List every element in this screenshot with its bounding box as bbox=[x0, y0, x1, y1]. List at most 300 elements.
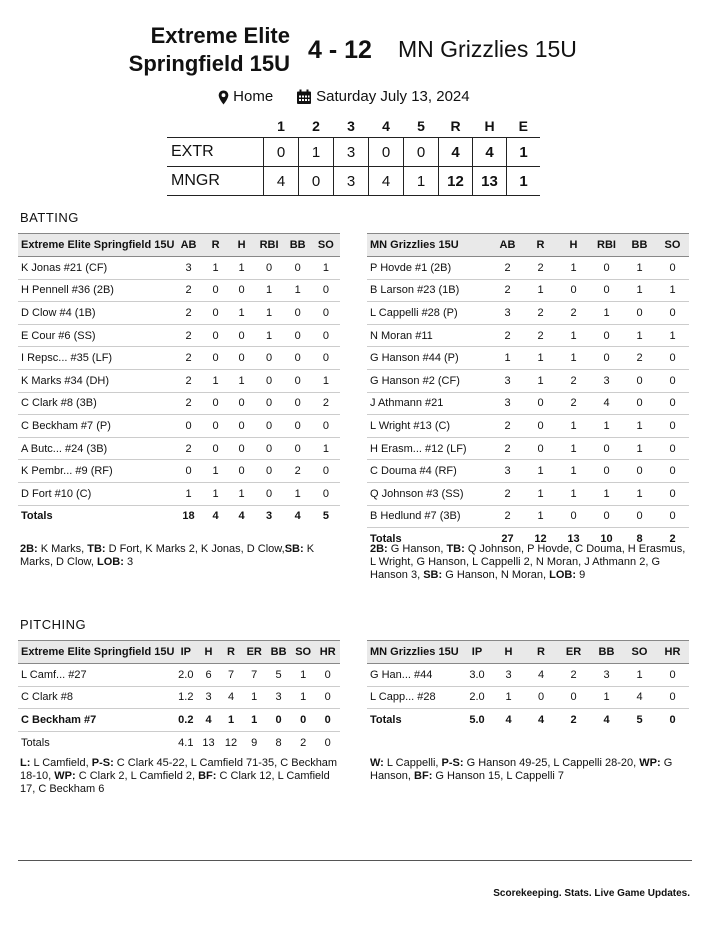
stat-cell: 1 bbox=[255, 324, 284, 347]
stat-cell: 0 bbox=[203, 347, 229, 370]
away-pitching-header bbox=[367, 641, 689, 664]
stat-cell: 1 bbox=[229, 257, 255, 280]
player-name: C Beckham #7 bbox=[18, 709, 174, 732]
inning-3-header: 3 bbox=[347, 118, 355, 134]
stat-cell: 1 bbox=[590, 686, 623, 709]
stat-cell: 1 bbox=[312, 257, 340, 280]
stat-cell: 2 bbox=[174, 392, 202, 415]
calendar-icon bbox=[296, 89, 312, 105]
batting-section-title: BATTING bbox=[20, 210, 79, 225]
player-name: C Clark #8 (3B) bbox=[18, 392, 174, 415]
stat-cell: 8 bbox=[636, 532, 643, 545]
stat-cell: 0 bbox=[229, 279, 255, 302]
stat-cell: 0 bbox=[284, 415, 312, 438]
stat-cell: 1 bbox=[220, 709, 242, 732]
home-batting-team: Extreme Elite Springfield 15U bbox=[18, 234, 174, 257]
table-row bbox=[367, 505, 689, 528]
stat-cell: 3 bbox=[590, 664, 623, 687]
stat-cell: 2 bbox=[570, 713, 577, 726]
home-pitching-notes bbox=[20, 757, 340, 796]
stat-cell: 1 bbox=[524, 482, 557, 505]
footer-divider bbox=[18, 860, 692, 861]
col-header: BB bbox=[284, 234, 312, 257]
pitching-section-title: PITCHING bbox=[20, 617, 87, 632]
table-row bbox=[367, 482, 689, 505]
stat-cell: 0 bbox=[229, 437, 255, 460]
stat-cell: 1 bbox=[656, 324, 689, 347]
stat-cell: 1 bbox=[524, 505, 557, 528]
col-header: H bbox=[229, 234, 255, 257]
player-name: Totals bbox=[370, 713, 402, 726]
home-team-line1: Extreme Elite bbox=[150, 23, 290, 48]
player-name: Totals bbox=[21, 510, 53, 523]
player-name: B Hedlund #7 (3B) bbox=[367, 505, 491, 528]
linescore-cell: 0 bbox=[299, 167, 334, 196]
stat-cell: 0 bbox=[284, 369, 312, 392]
away-pitching-body bbox=[367, 664, 689, 731]
stat-cell: 0 bbox=[312, 302, 340, 325]
stat-cell: 0 bbox=[590, 505, 623, 528]
player-name: D Fort #10 (C) bbox=[18, 482, 174, 505]
linescore-header bbox=[167, 115, 540, 138]
stat-cell: 1 bbox=[229, 369, 255, 392]
note-value: 9 bbox=[576, 569, 586, 581]
table-row bbox=[367, 460, 689, 483]
player-name: B Larson #23 (1B) bbox=[367, 279, 491, 302]
note-value: K Marks, bbox=[37, 543, 88, 555]
home-pitching-team: Extreme Elite Springfield 15U bbox=[18, 641, 174, 664]
stat-cell: 13 bbox=[567, 532, 580, 545]
stat-cell: 4 bbox=[505, 713, 512, 726]
player-name: N Moran #11 bbox=[367, 324, 491, 347]
stat-cell: 0 bbox=[312, 279, 340, 302]
col-header: BB bbox=[590, 641, 623, 664]
stat-cell: 9 bbox=[251, 736, 258, 749]
stat-cell: 1 bbox=[203, 460, 229, 483]
stat-cell: 1 bbox=[557, 415, 590, 438]
stat-cell: 2 bbox=[174, 324, 202, 347]
stat-cell: 2 bbox=[312, 392, 340, 415]
table-row bbox=[367, 279, 689, 302]
stat-cell: 1 bbox=[623, 324, 656, 347]
stat-cell: 1 bbox=[255, 279, 284, 302]
player-name: L Camf... #27 bbox=[18, 664, 174, 687]
note-value: G Hanson, N Moran, bbox=[442, 569, 550, 581]
stat-cell: 0 bbox=[255, 482, 284, 505]
stat-cell: 1 bbox=[524, 347, 557, 370]
stat-cell: 4 bbox=[603, 713, 610, 726]
stat-cell: 2 bbox=[557, 392, 590, 415]
player-name: C Douma #4 (RF) bbox=[367, 460, 491, 483]
stat-cell: 3 bbox=[174, 257, 202, 280]
stat-cell: 1 bbox=[284, 482, 312, 505]
stat-cell: 2 bbox=[557, 664, 590, 687]
stat-cell: 0 bbox=[656, 369, 689, 392]
stat-cell: 1 bbox=[557, 460, 590, 483]
stat-cell: 2 bbox=[491, 505, 524, 528]
stat-cell: 2 bbox=[623, 347, 656, 370]
note-key: TB: bbox=[446, 543, 465, 555]
player-name: L Cappelli #28 (P) bbox=[367, 302, 491, 325]
home-batting-body bbox=[18, 257, 340, 528]
stat-cell: 0 bbox=[656, 664, 689, 687]
table-row bbox=[18, 709, 340, 732]
stat-cell: 2 bbox=[284, 460, 312, 483]
linescore-hits: 13 bbox=[473, 167, 507, 196]
linescore-cell: 0 bbox=[369, 138, 404, 167]
stat-cell: 0.2 bbox=[174, 709, 197, 732]
stat-cell: 2 bbox=[491, 437, 524, 460]
stat-cell: 0 bbox=[656, 482, 689, 505]
stat-cell: 0 bbox=[557, 686, 590, 709]
home-batting-header bbox=[18, 234, 340, 257]
stat-cell: 0 bbox=[255, 415, 284, 438]
stat-cell: 0 bbox=[590, 324, 623, 347]
player-name: Totals bbox=[370, 532, 402, 545]
player-name: Totals bbox=[21, 736, 50, 749]
stat-cell: 0 bbox=[656, 257, 689, 280]
stat-cell: 1 bbox=[623, 437, 656, 460]
col-header: R bbox=[524, 234, 557, 257]
player-name: D Clow #4 (1B) bbox=[18, 302, 174, 325]
stat-cell: 3 bbox=[265, 510, 273, 523]
table-row bbox=[18, 347, 340, 370]
stat-cell: 2 bbox=[174, 369, 202, 392]
stat-cell: 0 bbox=[656, 437, 689, 460]
stat-cell: 4 bbox=[525, 664, 557, 687]
linescore-errors: 1 bbox=[507, 167, 541, 196]
table-row bbox=[367, 302, 689, 325]
note-key: W: bbox=[370, 757, 384, 769]
stat-cell: 1 bbox=[255, 302, 284, 325]
note-value: 3 bbox=[123, 556, 134, 568]
stat-cell: 1 bbox=[557, 324, 590, 347]
stat-cell: 7 bbox=[220, 664, 242, 687]
stat-cell: 0 bbox=[255, 460, 284, 483]
stat-cell: 4 bbox=[294, 510, 301, 523]
table-row bbox=[18, 686, 340, 709]
stat-cell: 0 bbox=[656, 686, 689, 709]
totals-row bbox=[367, 709, 689, 731]
away-batting-team: MN Grizzlies 15U bbox=[367, 234, 491, 257]
stat-cell: 1 bbox=[312, 437, 340, 460]
stat-cell: 0 bbox=[524, 392, 557, 415]
table-row bbox=[18, 257, 340, 280]
date-text: Saturday July 13, 2024 bbox=[316, 88, 470, 105]
stat-cell: 2 bbox=[174, 437, 202, 460]
stat-cell: 0 bbox=[557, 505, 590, 528]
inning-1-header: 1 bbox=[277, 118, 285, 134]
player-name: C Clark #8 bbox=[18, 686, 174, 709]
stat-cell: 0 bbox=[203, 392, 229, 415]
stat-cell: 0 bbox=[284, 392, 312, 415]
stat-cell: 1 bbox=[229, 482, 255, 505]
game-date bbox=[296, 88, 470, 105]
col-header: RBI bbox=[590, 234, 623, 257]
stat-cell: 3 bbox=[491, 392, 524, 415]
table-row bbox=[18, 302, 340, 325]
stat-cell: 12 bbox=[534, 532, 547, 545]
away-batting-notes bbox=[370, 543, 690, 582]
stat-cell: 0 bbox=[203, 302, 229, 325]
stat-cell: 0 bbox=[266, 709, 291, 732]
stat-cell: 0 bbox=[656, 302, 689, 325]
stat-cell: 12 bbox=[224, 736, 238, 749]
stat-cell: 1 bbox=[656, 279, 689, 302]
player-name: I Repsc... #35 (LF) bbox=[18, 347, 174, 370]
stat-cell: 1 bbox=[590, 482, 623, 505]
stat-cell: 1 bbox=[590, 302, 623, 325]
table-row bbox=[367, 257, 689, 280]
note-key: TB: bbox=[87, 543, 106, 555]
stat-cell: 1 bbox=[491, 347, 524, 370]
footer-tagline: Scorekeeping. Stats. Live Game Updates. bbox=[493, 888, 690, 899]
player-name: H Erasm... #12 (LF) bbox=[367, 437, 491, 460]
home-pitching-header bbox=[18, 641, 340, 664]
stat-cell: 3 bbox=[491, 302, 524, 325]
stat-cell: 2 bbox=[557, 302, 590, 325]
col-header: SO bbox=[291, 641, 316, 664]
stat-cell: 2.0 bbox=[174, 664, 197, 687]
player-name: K Jonas #21 (CF) bbox=[18, 257, 174, 280]
note-key: BF: bbox=[198, 770, 217, 782]
location-text: Home bbox=[233, 88, 274, 105]
stat-cell: 1 bbox=[623, 482, 656, 505]
stat-cell: 4 bbox=[220, 686, 242, 709]
stat-cell: 1 bbox=[557, 437, 590, 460]
stat-cell: 0 bbox=[255, 369, 284, 392]
linescore-row bbox=[167, 138, 540, 167]
stat-cell: 1 bbox=[623, 664, 656, 687]
stat-cell: 1 bbox=[524, 460, 557, 483]
stat-cell: 1 bbox=[623, 257, 656, 280]
stat-cell: 1 bbox=[203, 257, 229, 280]
note-value: C Clark 12, L Camfield 17, C Beckham 6 bbox=[20, 770, 330, 795]
stat-cell: 3 bbox=[491, 460, 524, 483]
stat-cell: 5.0 bbox=[469, 713, 485, 726]
player-name: J Athmann #21 bbox=[367, 392, 491, 415]
stat-cell: 5 bbox=[322, 510, 329, 523]
stat-cell: 0 bbox=[315, 709, 340, 732]
stat-cell: 0 bbox=[312, 460, 340, 483]
away-pitching-table bbox=[367, 640, 689, 731]
runs-header: R bbox=[450, 118, 461, 134]
stat-cell: 2 bbox=[524, 324, 557, 347]
linescore-cell: 1 bbox=[299, 138, 334, 167]
stat-cell: 0 bbox=[623, 369, 656, 392]
player-name: G Hanson #2 (CF) bbox=[367, 369, 491, 392]
away-batting-body bbox=[367, 257, 689, 550]
errors-header: E bbox=[518, 118, 528, 134]
stat-cell: 0 bbox=[324, 736, 331, 749]
table-row bbox=[367, 369, 689, 392]
linescore-corner bbox=[167, 115, 264, 138]
linescore-cell: 0 bbox=[404, 138, 439, 167]
note-value: G Hanson, bbox=[387, 543, 447, 555]
stat-cell: 2 bbox=[491, 415, 524, 438]
away-pitching-team: MN Grizzlies 15U bbox=[367, 641, 462, 664]
player-name: H Pennell #36 (2B) bbox=[18, 279, 174, 302]
note-key: LOB: bbox=[549, 569, 577, 581]
stat-cell: 1 bbox=[242, 686, 266, 709]
stat-cell: 0 bbox=[229, 460, 255, 483]
map-pin-icon bbox=[218, 90, 229, 105]
linescore-runs: 4 bbox=[439, 138, 473, 167]
stat-cell: 10 bbox=[600, 532, 613, 545]
note-value: L Camfield, bbox=[30, 757, 92, 769]
col-header: AB bbox=[174, 234, 202, 257]
player-name: P Hovde #1 (2B) bbox=[367, 257, 491, 280]
player-name: L Capp... #28 bbox=[367, 686, 462, 709]
stat-cell: 4 bbox=[623, 686, 656, 709]
stat-cell: 0 bbox=[656, 505, 689, 528]
col-header: SO bbox=[656, 234, 689, 257]
stat-cell: 0 bbox=[590, 257, 623, 280]
note-key: L: bbox=[20, 757, 31, 769]
table-row bbox=[18, 369, 340, 392]
col-header: R bbox=[203, 234, 229, 257]
stat-cell: 7 bbox=[242, 664, 266, 687]
note-key: WP: bbox=[639, 757, 661, 769]
player-name: G Han... #44 bbox=[367, 664, 462, 687]
table-row bbox=[18, 437, 340, 460]
note-value: G Hanson 49-25, L Cappelli 28-20, bbox=[463, 757, 640, 769]
stat-cell: 2 bbox=[524, 257, 557, 280]
col-header: R bbox=[220, 641, 242, 664]
note-key: P-S: bbox=[91, 757, 114, 769]
home-pitching-body bbox=[18, 664, 340, 754]
stat-cell: 0 bbox=[203, 415, 229, 438]
table-row bbox=[18, 392, 340, 415]
note-key: LOB: bbox=[97, 556, 124, 568]
linescore-team: EXTR bbox=[167, 138, 264, 167]
home-batting-table bbox=[18, 233, 340, 527]
table-row bbox=[18, 460, 340, 483]
stat-cell: 27 bbox=[501, 532, 514, 545]
col-header: H bbox=[557, 234, 590, 257]
table-row bbox=[18, 279, 340, 302]
stat-cell: 0 bbox=[312, 324, 340, 347]
linescore-hits: 4 bbox=[473, 138, 507, 167]
stat-cell: 0 bbox=[203, 437, 229, 460]
stat-cell: 18 bbox=[182, 510, 195, 523]
stat-cell: 0 bbox=[656, 392, 689, 415]
stat-cell: 0 bbox=[656, 347, 689, 370]
stat-cell: 1 bbox=[203, 482, 229, 505]
col-header: SO bbox=[312, 234, 340, 257]
linescore-cell: 3 bbox=[334, 167, 369, 196]
stat-cell: 4 bbox=[197, 709, 220, 732]
linescore-team: MNGR bbox=[167, 167, 264, 196]
stat-cell: 0 bbox=[524, 437, 557, 460]
stat-cell: 3 bbox=[590, 369, 623, 392]
player-name: C Beckham #7 (P) bbox=[18, 415, 174, 438]
note-value: Q Johnson, P Hovde, C Douma, H Erasmus, L Wright, G Hanson, L Cappelli 2, N Moran, J Athmann 2, G Hanson 3, bbox=[370, 543, 686, 581]
stat-cell: 5 bbox=[636, 713, 643, 726]
stat-cell: 1.2 bbox=[174, 686, 197, 709]
stat-cell: 4.1 bbox=[178, 736, 194, 749]
stat-cell: 0 bbox=[557, 279, 590, 302]
note-value: K Marks, D Clow, bbox=[20, 543, 315, 568]
stat-cell: 0 bbox=[656, 460, 689, 483]
stat-cell: 1 bbox=[557, 347, 590, 370]
home-batting-notes bbox=[20, 543, 340, 569]
stat-cell: 0 bbox=[525, 686, 557, 709]
col-header: IP bbox=[174, 641, 197, 664]
stat-cell: 2 bbox=[300, 736, 307, 749]
player-name: E Cour #6 (SS) bbox=[18, 324, 174, 347]
stat-cell: 0 bbox=[284, 302, 312, 325]
inning-4-header: 4 bbox=[382, 118, 390, 134]
home-team-line2: Springfield 15U bbox=[128, 51, 290, 76]
stat-cell: 1 bbox=[229, 302, 255, 325]
stat-cell: 2 bbox=[491, 279, 524, 302]
col-header: IP bbox=[462, 641, 492, 664]
stat-cell: 0 bbox=[229, 347, 255, 370]
inning-5-header: 5 bbox=[417, 118, 425, 134]
table-row bbox=[18, 415, 340, 438]
player-name: K Marks #34 (DH) bbox=[18, 369, 174, 392]
away-batting-header bbox=[367, 234, 689, 257]
stat-cell: 1 bbox=[557, 482, 590, 505]
stat-cell: 0 bbox=[669, 713, 676, 726]
stat-cell: 0 bbox=[623, 392, 656, 415]
stat-cell: 0 bbox=[312, 347, 340, 370]
linescore-row bbox=[167, 167, 540, 196]
player-name: L Wright #13 (C) bbox=[367, 415, 491, 438]
stat-cell: 0 bbox=[284, 347, 312, 370]
col-header: AB bbox=[491, 234, 524, 257]
stat-cell: 13 bbox=[202, 736, 215, 749]
stat-cell: 0 bbox=[623, 302, 656, 325]
stat-cell: 3 bbox=[491, 369, 524, 392]
note-value: G Hanson, bbox=[370, 757, 673, 782]
stat-cell: 1 bbox=[524, 279, 557, 302]
table-row bbox=[18, 324, 340, 347]
inning-2-header: 2 bbox=[312, 118, 320, 134]
stat-cell: 1 bbox=[492, 686, 525, 709]
stat-cell: 1 bbox=[623, 415, 656, 438]
table-row bbox=[367, 686, 689, 709]
stat-cell: 0 bbox=[255, 257, 284, 280]
stat-cell: 0 bbox=[656, 415, 689, 438]
stat-cell: 2.0 bbox=[462, 686, 492, 709]
linescore-cell: 4 bbox=[369, 167, 404, 196]
stat-cell: 1 bbox=[174, 482, 202, 505]
linescore-table bbox=[167, 115, 540, 196]
stat-cell: 5 bbox=[266, 664, 291, 687]
col-header: BB bbox=[623, 234, 656, 257]
stat-cell: 0 bbox=[255, 437, 284, 460]
totals-row bbox=[18, 731, 340, 753]
table-row bbox=[367, 324, 689, 347]
player-name: G Hanson #44 (P) bbox=[367, 347, 491, 370]
stat-cell: 2 bbox=[491, 257, 524, 280]
col-header: HR bbox=[656, 641, 689, 664]
note-key: SB: bbox=[423, 569, 443, 581]
table-row bbox=[367, 347, 689, 370]
away-team-name: MN Grizzlies 15U bbox=[398, 36, 577, 62]
col-header: ER bbox=[242, 641, 266, 664]
table-row bbox=[367, 437, 689, 460]
note-key: SB: bbox=[284, 543, 304, 555]
stat-cell: 0 bbox=[284, 257, 312, 280]
stat-cell: 0 bbox=[174, 415, 202, 438]
stat-cell: 6 bbox=[197, 664, 220, 687]
stat-cell: 1 bbox=[557, 257, 590, 280]
col-header: ER bbox=[557, 641, 590, 664]
player-name: K Pembr... #9 (RF) bbox=[18, 460, 174, 483]
